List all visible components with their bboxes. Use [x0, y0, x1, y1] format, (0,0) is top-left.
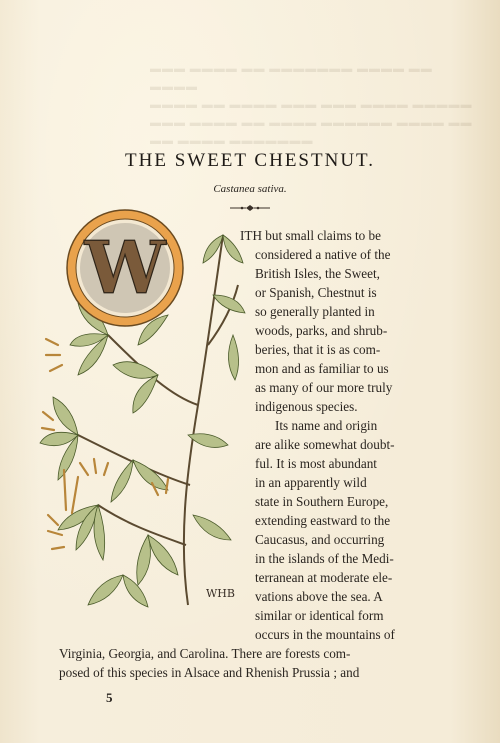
text-line: ful. It is most abundant	[255, 456, 377, 471]
text-line: in an apparently wild	[255, 475, 367, 490]
artist-signature: WHB	[206, 587, 235, 600]
text-line: Caucasus, and occurring	[255, 532, 385, 547]
text-line: Its name and origin	[275, 418, 378, 433]
text-line: terranean at moderate ele-	[255, 570, 393, 585]
text-line: woods, parks, and shrub-	[255, 323, 388, 338]
page-number: 5	[106, 690, 113, 705]
latin-name: Castanea sativa.	[213, 183, 287, 195]
text-line: occurs in the mountains of	[255, 627, 395, 642]
text-line: vations above the sea. A	[255, 589, 383, 604]
text-line: beries, that it is as com-	[255, 342, 381, 357]
text-line: British Isles, the Sweet,	[255, 266, 380, 281]
text-line: extending eastward to the	[255, 513, 391, 528]
text-line: considered a native of the	[255, 247, 391, 262]
text-line: are alike somewhat doubt-	[255, 437, 395, 452]
drop-cap-roundel	[67, 210, 183, 326]
text-line: indigenous species.	[255, 399, 358, 414]
text-line: state in Southern Europe,	[255, 494, 389, 509]
text-line: mon and as familiar to us	[255, 361, 389, 376]
text-line: as many of our more truly	[255, 380, 393, 395]
page-title: THE SWEET CHESTNUT.	[125, 150, 375, 171]
text-line: similar or identical form	[255, 608, 384, 623]
text-line: in the islands of the Medi-	[255, 551, 394, 566]
text-line: Virginia, Georgia, and Carolina. There are forests com-	[59, 646, 351, 661]
drop-cap-letter: W	[84, 225, 166, 310]
text-line: or Spanish, Chestnut is	[255, 285, 377, 300]
chestnut-illustration	[38, 205, 248, 610]
text-line: ITH but small claims to be	[240, 228, 382, 243]
text-line: posed of this species in Alsace and Rhenish Prussia ; and	[59, 665, 360, 680]
text-line: so generally planted in	[255, 304, 375, 319]
bleed-through-text: ▬▬▬ ▬▬▬▬ ▬▬ ▬▬▬▬▬▬▬ ▬▬▬▬ ▬▬ ▬▬▬▬ ▬▬▬▬ ▬▬ ▬▬▬▬ ▬▬▬ ▬▬▬ ▬▬▬▬ ▬▬▬▬▬ ▬▬▬ ▬▬▬▬ ▬▬ ▬▬▬▬ ▬▬▬▬▬▬ ▬▬▬▬ ▬▬ ▬▬ ▬▬▬▬ ▬▬▬▬▬▬▬	[150, 63, 473, 147]
